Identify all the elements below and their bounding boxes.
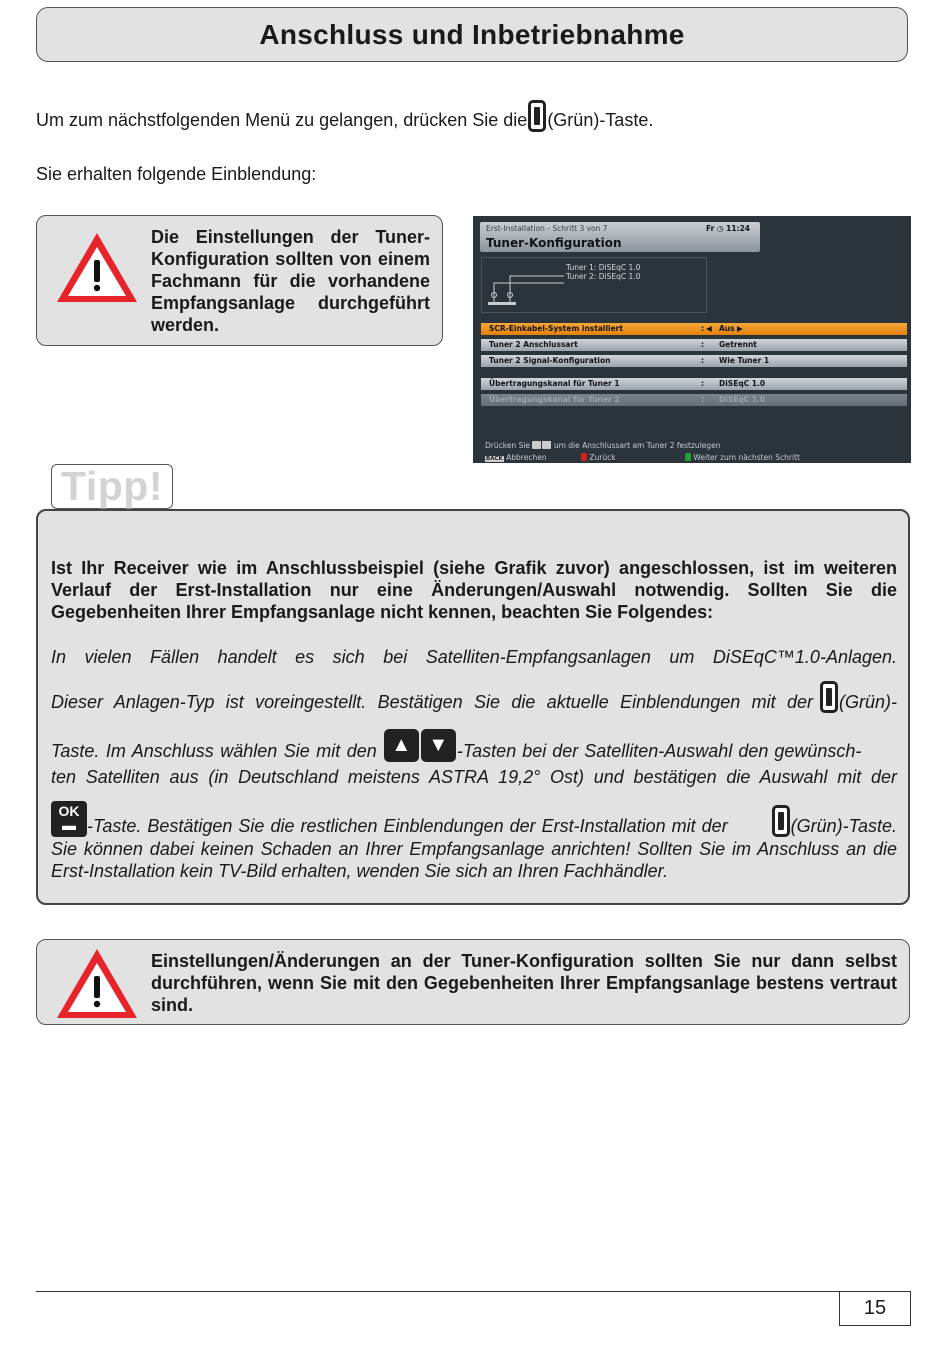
warning-triangle-icon: [54, 230, 140, 306]
warning-text-1: Die Einstellungen der Tuner-Konfiguration sollten von einem Fachmann für die vorhandene Empfangsanlage durchgeführt werden.: [151, 227, 430, 335]
tv-footer-abort: [485, 453, 547, 462]
tv-title: Tuner-Konfiguration: [486, 236, 622, 250]
tipp-paragraph-3: [51, 729, 897, 762]
warning-triangle-icon: [54, 946, 140, 1022]
row-value: Getrennt: [719, 340, 757, 349]
row-value: DiSEqC 1.0: [719, 379, 766, 388]
row-label: Übertragungskanal für Tuner 1: [489, 379, 620, 388]
warning-box-2: [36, 939, 910, 1025]
intro-line-2: Sie erhalten folgende Einblendung:: [36, 164, 317, 184]
page-number: 15: [839, 1291, 911, 1326]
tipp-p4-suffix: (Grün)-Taste.: [790, 816, 897, 836]
intro-text: Um zum nächstfolgenden Menü zu gelangen, drücken Sie die: [36, 110, 528, 130]
tv-menu-row-kanal-2: [481, 394, 907, 406]
tv-footer-back: [581, 453, 616, 462]
tipp-p3-text: Taste. Im Anschluss wählen Sie mit den: [51, 741, 377, 761]
row-sep: :: [701, 356, 704, 365]
row-value: Wie Tuner 1: [719, 356, 770, 365]
footer-next-label: Weiter zum nächsten Schritt: [693, 453, 800, 462]
up-arrow-key-icon: ▲: [384, 729, 419, 762]
green-key-icon: [772, 805, 790, 837]
row-label: Übertragungskanal für Tuner 2: [489, 395, 620, 404]
tipp-paragraph-2: [51, 681, 897, 713]
row-value: DiSEqC 1.0: [719, 395, 766, 404]
tv-menu-row-anschlussart[interactable]: [481, 339, 907, 351]
green-key-icon: [528, 100, 546, 132]
right-key-icon: [542, 441, 551, 449]
row-label: Tuner 2 Signal-Konfiguration: [489, 356, 611, 365]
tv-menu-row-signal[interactable]: [481, 355, 907, 367]
right-arrow-icon: ▶: [737, 324, 743, 333]
footer-abort-label: Abbrechen: [506, 453, 547, 462]
row-sep: :: [701, 324, 704, 333]
tipp-p4-text: -Taste. Bestätigen Sie die restlichen Einblendungen der Erst-Installation mit der: [87, 816, 728, 836]
green-key-icon: [820, 681, 838, 713]
clock-icon: ◷: [716, 224, 724, 233]
hint-text-suffix: um die Anschlussart am Tuner 2 festzulegen: [553, 441, 721, 450]
row-sep: :: [701, 379, 704, 388]
tipp-p3-suffix: -Tasten bei der Satelliten-Auswahl den gewünsch-: [456, 741, 862, 761]
tipp-p2-text: Dieser Anlagen-Typ ist voreingestellt. Bestätigen Sie die aktuelle Einblendungen mit der: [51, 692, 813, 712]
warning-box-1: [36, 215, 443, 346]
tv-footer-next: [685, 453, 800, 462]
tv-time: 11:24: [726, 224, 751, 233]
tipp-label: Tipp!: [61, 463, 163, 509]
tv-screenshot: [473, 216, 911, 463]
left-arrow-icon: ◀: [706, 324, 712, 333]
hint-text: Drücken Sie: [485, 441, 531, 450]
tipp-box: [36, 509, 910, 905]
red-key-icon: [581, 453, 587, 461]
down-arrow-key-icon: ▼: [421, 729, 456, 762]
tv-header: [480, 222, 760, 252]
page-header: [36, 7, 908, 62]
footer-rule: [36, 1291, 911, 1292]
tipp-paragraph-3-line-2: ten Satelliten aus (in Deutschland meistens ASTRA 19,2° Ost) und bestätigen die Auswahl mit der: [51, 767, 897, 787]
warning-text-2: Einstellungen/Änderungen an der Tuner-Konfiguration sollten Sie nur dann selbst durchführen, wenn Sie mit den Gegebenheiten Ihrer Empfangsanlage bestens vertraut sind.: [151, 951, 897, 1015]
tv-step-label: Erst-Installation - Schritt 3 von 7: [486, 224, 608, 233]
left-key-icon: [532, 441, 541, 449]
tv-menu-row-kanal-1[interactable]: [481, 378, 907, 390]
row-sep: :: [701, 340, 704, 349]
tv-hint: [485, 441, 721, 450]
ok-key-icon: OK ▬: [51, 801, 87, 837]
tuner-1-label: Tuner 1: DiSEqC 1.0: [566, 263, 641, 272]
tipp-p2-suffix: (Grün)-: [839, 692, 897, 712]
tipp-bold-paragraph: Ist Ihr Receiver wie im Anschlussbeispiel (siehe Grafik zuvor) angeschlossen, ist im weiteren Verlauf der Erst-Installation nur eine Änderungen/Auswahl notwendig. Sollten Sie die Gegebenheiten Ihrer Empfangsanlage nicht kennen, beachten Sie Folgendes:: [51, 558, 897, 622]
tipp-paragraph-1: In vielen Fällen handelt es sich bei Satelliten-Empfangsanlagen um DiSEqC™1.0-Anlagen.: [51, 647, 897, 667]
tv-day: Fr: [706, 224, 715, 233]
row-label: Tuner 2 Anschlussart: [489, 340, 578, 349]
tv-menu-row-scr[interactable]: [481, 323, 907, 335]
tipp-paragraph-4-rest: Sie können dabei keinen Schaden an Ihrer Empfangsanlage anrichten! Sollten Sie im Anschluss an die Erst-Installation kein TV-Bild erhalten, wenden Sie sich an Ihren Fachhändler.: [51, 839, 897, 881]
row-label: SCR-Einkabel-System installiert: [489, 324, 623, 333]
tuner-diagram: [481, 257, 707, 313]
page-title: Anschluss und Inbetriebnahme: [259, 18, 685, 50]
ok-key-label: OK: [58, 803, 80, 819]
tuner-2-label: Tuner 2: DiSEqC 1.0: [566, 272, 641, 281]
tv-clock: [706, 224, 750, 233]
row-value: Aus: [719, 324, 735, 333]
tipp-paragraph-4: [51, 801, 897, 837]
green-key-icon: [685, 453, 691, 461]
tipp-label-box: [51, 464, 173, 509]
back-key-icon: BACK: [486, 456, 503, 462]
row-sep: :: [701, 395, 704, 404]
intro-line-1: [36, 100, 653, 132]
intro-text-suffix: (Grün)-Taste.: [547, 110, 654, 130]
footer-back-label: Zurück: [589, 453, 616, 462]
